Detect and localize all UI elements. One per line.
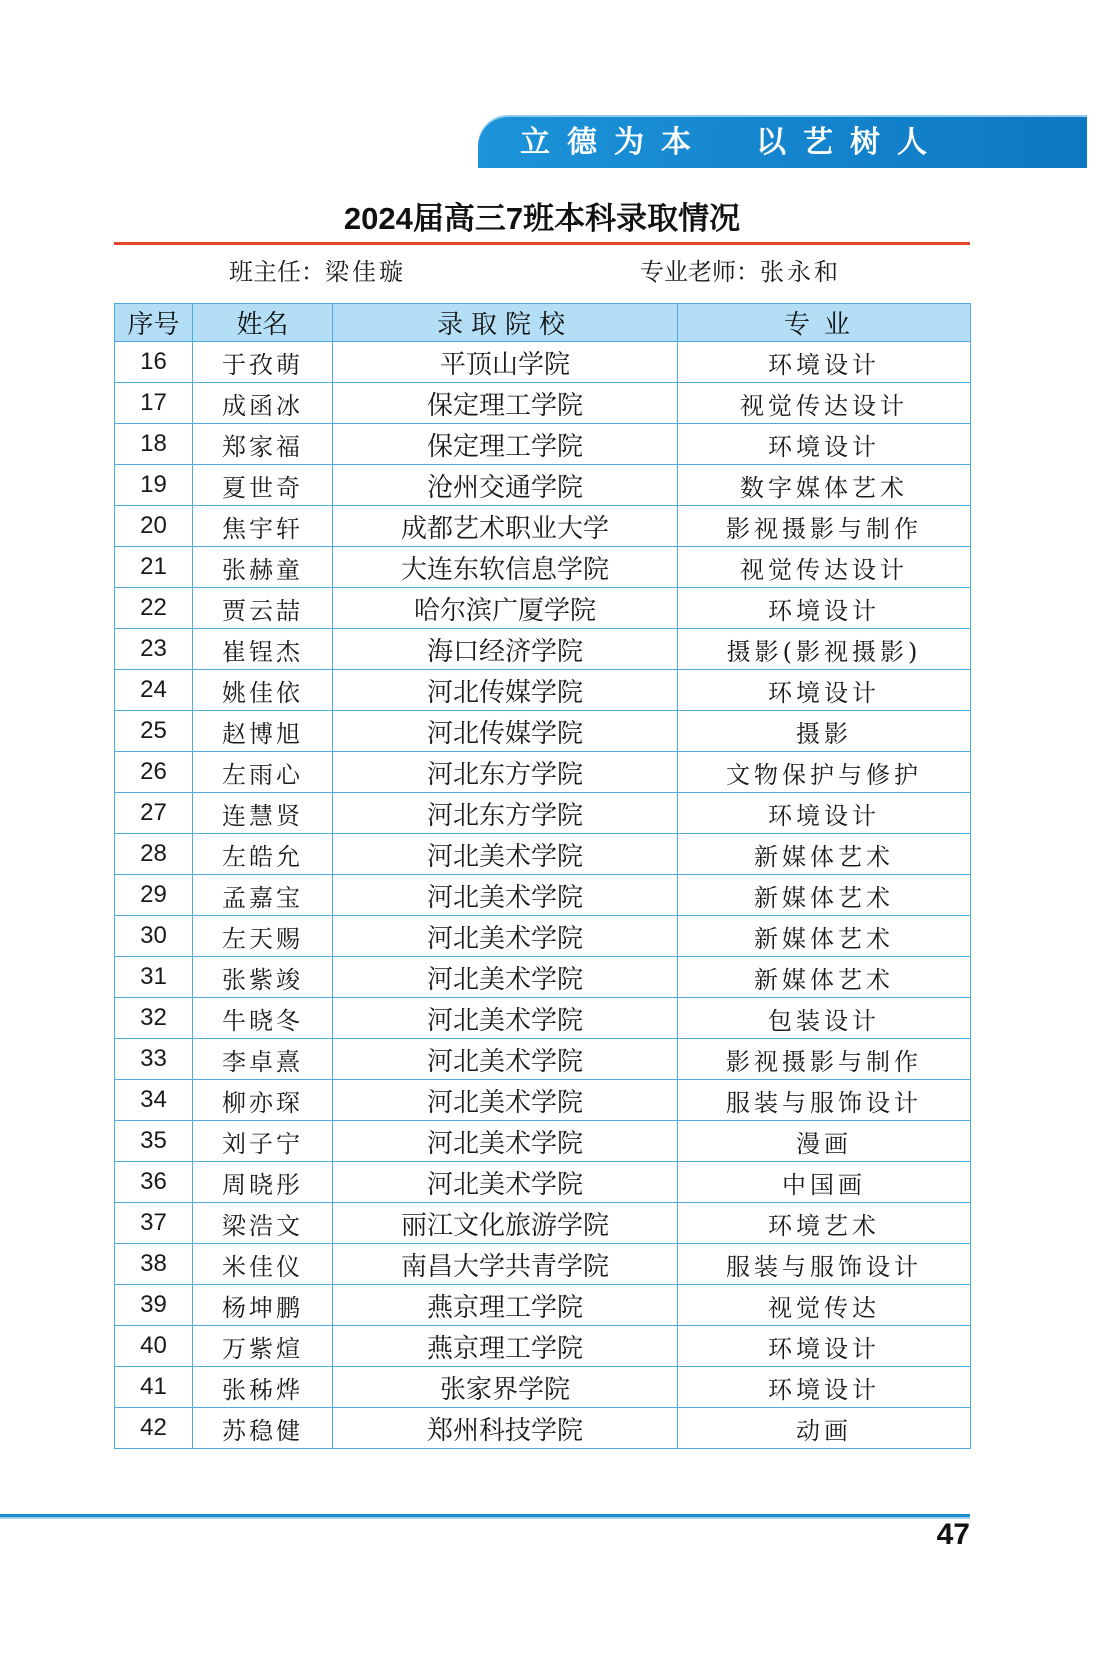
- cell-major: 环境设计: [678, 1367, 971, 1408]
- cell-name: 万紫煊: [193, 1326, 333, 1367]
- table-row: [115, 957, 971, 998]
- table-row: [115, 1162, 971, 1203]
- table-row: [115, 1244, 971, 1285]
- cell-name: 左皓允: [193, 834, 333, 875]
- cell-major: 新媒体艺术: [678, 916, 971, 957]
- table-row: [115, 834, 971, 875]
- table-body: [115, 342, 971, 1449]
- cell-school: 燕京理工学院: [333, 1326, 678, 1367]
- cell-number: 27: [115, 793, 193, 834]
- header-school: 录取院校: [333, 304, 678, 342]
- cell-school: 河北美术学院: [333, 957, 678, 998]
- cell-school: 河北美术学院: [333, 875, 678, 916]
- cell-number: 35: [115, 1121, 193, 1162]
- cell-name: 张赫童: [193, 547, 333, 588]
- cell-major: 环境艺术: [678, 1203, 971, 1244]
- table-row: [115, 916, 971, 957]
- cell-name: 李卓熹: [193, 1039, 333, 1080]
- header-number: 序号: [115, 304, 193, 342]
- cell-school: 河北美术学院: [333, 998, 678, 1039]
- cell-major: 文物保护与修护: [678, 752, 971, 793]
- motto-left: 立德为本: [520, 126, 708, 159]
- cell-school: 河北东方学院: [333, 793, 678, 834]
- table-row: [115, 670, 971, 711]
- cell-school: 平顶山学院: [333, 342, 678, 383]
- major-teacher: [640, 256, 841, 288]
- cell-major: 环境设计: [678, 670, 971, 711]
- cell-school: 张家界学院: [333, 1367, 678, 1408]
- cell-name: 左雨心: [193, 752, 333, 793]
- table-row: [115, 875, 971, 916]
- motto-right: 以艺树人: [756, 126, 944, 159]
- cell-major: 影视摄影与制作: [678, 1039, 971, 1080]
- cell-number: 37: [115, 1203, 193, 1244]
- cell-major: 环境设计: [678, 424, 971, 465]
- cell-school: 河北美术学院: [333, 916, 678, 957]
- motto-banner: [478, 117, 1087, 168]
- table-row: [115, 342, 971, 383]
- table-row: [115, 1080, 971, 1121]
- cell-major: 视觉传达设计: [678, 383, 971, 424]
- cell-number: 33: [115, 1039, 193, 1080]
- cell-school: 河北美术学院: [333, 1162, 678, 1203]
- cell-major: 包装设计: [678, 998, 971, 1039]
- cell-school: 丽江文化旅游学院: [333, 1203, 678, 1244]
- cell-name: 周晓彤: [193, 1162, 333, 1203]
- cell-number: 36: [115, 1162, 193, 1203]
- footer-divider: [0, 1514, 970, 1517]
- cell-school: 海口经济学院: [333, 629, 678, 670]
- cell-number: 28: [115, 834, 193, 875]
- cell-major: 服装与服饰设计: [678, 1080, 971, 1121]
- cell-number: 42: [115, 1408, 193, 1449]
- cell-name: 左天赐: [193, 916, 333, 957]
- table-row: [115, 1121, 971, 1162]
- table-row: [115, 465, 971, 506]
- cell-number: 26: [115, 752, 193, 793]
- cell-number: 23: [115, 629, 193, 670]
- cell-name: 姚佳依: [193, 670, 333, 711]
- cell-school: 河北东方学院: [333, 752, 678, 793]
- cell-major: 服装与服饰设计: [678, 1244, 971, 1285]
- cell-major: 新媒体艺术: [678, 957, 971, 998]
- cell-school: 哈尔滨广厦学院: [333, 588, 678, 629]
- cell-school: 河北传媒学院: [333, 711, 678, 752]
- cell-school: 河北传媒学院: [333, 670, 678, 711]
- cell-name: 成函冰: [193, 383, 333, 424]
- cell-number: 20: [115, 506, 193, 547]
- cell-number: 21: [115, 547, 193, 588]
- cell-school: 郑州科技学院: [333, 1408, 678, 1449]
- table-row: [115, 1203, 971, 1244]
- cell-name: 夏世奇: [193, 465, 333, 506]
- table-row: [115, 629, 971, 670]
- cell-major: 数字媒体艺术: [678, 465, 971, 506]
- cell-number: 24: [115, 670, 193, 711]
- cell-major: 新媒体艺术: [678, 834, 971, 875]
- cell-name: 米佳仪: [193, 1244, 333, 1285]
- table-row: [115, 998, 971, 1039]
- cell-number: 32: [115, 998, 193, 1039]
- cell-number: 19: [115, 465, 193, 506]
- cell-major: 摄影: [678, 711, 971, 752]
- cell-major: 环境设计: [678, 793, 971, 834]
- table-row: [115, 1326, 971, 1367]
- cell-major: 环境设计: [678, 1326, 971, 1367]
- header-major: 专业: [678, 304, 971, 342]
- cell-name: 苏稳健: [193, 1408, 333, 1449]
- cell-name: 牛晓冬: [193, 998, 333, 1039]
- major-teacher-name: 张永和: [760, 258, 841, 286]
- head-teacher-name: 梁佳璇: [325, 258, 406, 286]
- cell-number: 25: [115, 711, 193, 752]
- major-teacher-label: 专业老师：: [640, 259, 760, 286]
- cell-name: 郑家福: [193, 424, 333, 465]
- cell-school: 保定理工学院: [333, 424, 678, 465]
- cell-number: 22: [115, 588, 193, 629]
- page-number: 47: [936, 1518, 970, 1551]
- cell-major: 视觉传达设计: [678, 547, 971, 588]
- cell-name: 贾云喆: [193, 588, 333, 629]
- head-teacher-label: 班主任：: [229, 259, 325, 286]
- cell-school: 河北美术学院: [333, 1121, 678, 1162]
- cell-school: 河北美术学院: [333, 834, 678, 875]
- cell-school: 河北美术学院: [333, 1080, 678, 1121]
- cell-school: 南昌大学共青学院: [333, 1244, 678, 1285]
- cell-name: 柳亦琛: [193, 1080, 333, 1121]
- cell-number: 41: [115, 1367, 193, 1408]
- cell-school: 大连东软信息学院: [333, 547, 678, 588]
- table-row: [115, 1285, 971, 1326]
- cell-name: 梁浩文: [193, 1203, 333, 1244]
- cell-major: 环境设计: [678, 342, 971, 383]
- cell-major: 环境设计: [678, 588, 971, 629]
- cell-school: 成都艺术职业大学: [333, 506, 678, 547]
- cell-number: 39: [115, 1285, 193, 1326]
- cell-number: 30: [115, 916, 193, 957]
- cell-school: 燕京理工学院: [333, 1285, 678, 1326]
- cell-name: 连慧贤: [193, 793, 333, 834]
- cell-major: 中国画: [678, 1162, 971, 1203]
- table-row: [115, 424, 971, 465]
- cell-number: 38: [115, 1244, 193, 1285]
- admission-table: [114, 303, 971, 1449]
- table-row: [115, 383, 971, 424]
- title-divider: [114, 242, 970, 245]
- cell-number: 29: [115, 875, 193, 916]
- cell-number: 18: [115, 424, 193, 465]
- table-row: [115, 588, 971, 629]
- cell-name: 孟嘉宝: [193, 875, 333, 916]
- cell-name: 于孜萌: [193, 342, 333, 383]
- table-row: [115, 752, 971, 793]
- cell-major: 漫画: [678, 1121, 971, 1162]
- head-teacher: [229, 256, 406, 288]
- table-row: [115, 1039, 971, 1080]
- cell-major: 摄影(影视摄影): [678, 629, 971, 670]
- cell-number: 31: [115, 957, 193, 998]
- cell-major: 新媒体艺术: [678, 875, 971, 916]
- cell-number: 34: [115, 1080, 193, 1121]
- page-title: 2024届高三7班本科录取情况: [343, 201, 741, 236]
- table-row: [115, 547, 971, 588]
- table-row: [115, 506, 971, 547]
- cell-name: 杨坤鹏: [193, 1285, 333, 1326]
- cell-number: 17: [115, 383, 193, 424]
- cell-name: 刘子宁: [193, 1121, 333, 1162]
- cell-number: 40: [115, 1326, 193, 1367]
- table-row: [115, 793, 971, 834]
- cell-name: 崔锃杰: [193, 629, 333, 670]
- cell-name: 焦宇轩: [193, 506, 333, 547]
- cell-name: 张秭烨: [193, 1367, 333, 1408]
- cell-major: 影视摄影与制作: [678, 506, 971, 547]
- cell-school: 沧州交通学院: [333, 465, 678, 506]
- cell-school: 保定理工学院: [333, 383, 678, 424]
- table-header-row: [115, 304, 971, 342]
- cell-name: 张紫竣: [193, 957, 333, 998]
- cell-name: 赵博旭: [193, 711, 333, 752]
- cell-school: 河北美术学院: [333, 1039, 678, 1080]
- header-name: 姓名: [193, 304, 333, 342]
- table-row: [115, 1408, 971, 1449]
- cell-major: 视觉传达: [678, 1285, 971, 1326]
- table-row: [115, 711, 971, 752]
- table-row: [115, 1367, 971, 1408]
- cell-major: 动画: [678, 1408, 971, 1449]
- cell-number: 16: [115, 342, 193, 383]
